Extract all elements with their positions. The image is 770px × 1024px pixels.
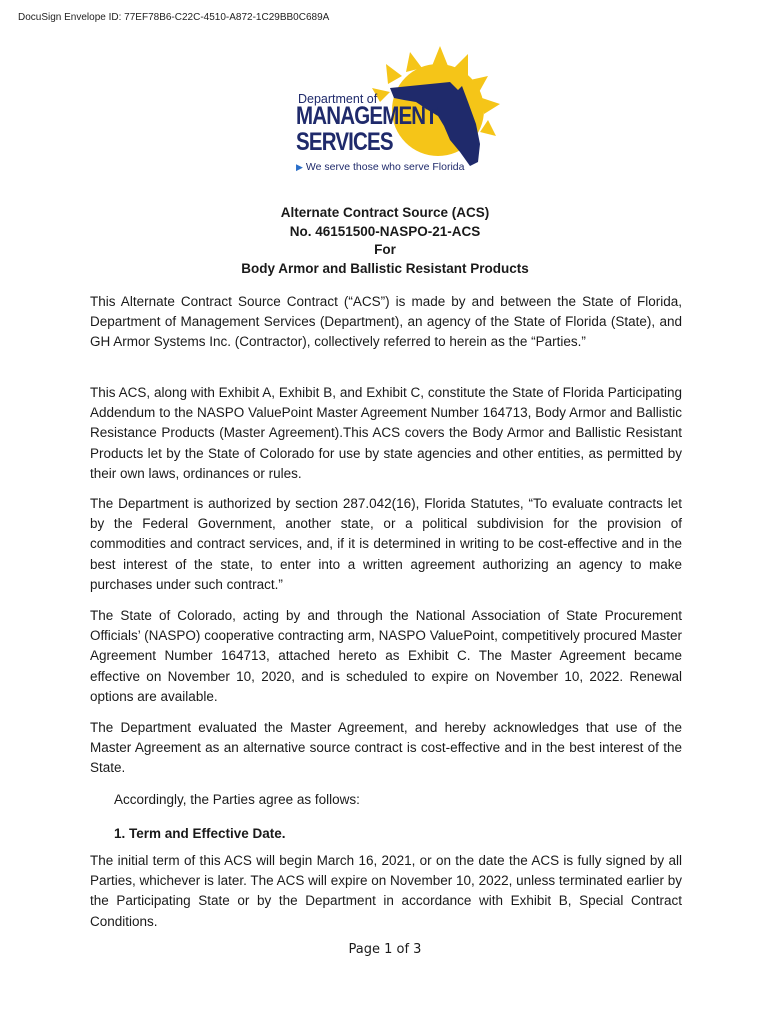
- paragraph-agreement-intro: Accordingly, the Parties agree as follows:: [114, 792, 360, 807]
- paragraph-scope: This ACS, along with Exhibit A, Exhibit B, and Exhibit C, constitute the State of Florida Participating Addendum to the NASPO ValuePoint Master Agreement Number 164713, Body Armor and Ballistic Resistance Products (Master Agreement).This ACS covers the Body Armor and Ballistic Resistant Products let by the State of Colorado for use by state agencies and other entities, as permitted by their own laws, ordinances or rules.: [90, 385, 682, 481]
- logo-line-department: Department of: [298, 92, 378, 106]
- logo-tagline: [296, 161, 464, 173]
- dms-logo: [290, 44, 510, 178]
- paragraph-parties: This Alternate Contract Source Contract (“ACS”) is made by and between the State of Florida, Department of Management Services (Department), an agency of the State of Florida (State), and GH Armor Systems Inc. (Contractor), collectively referred to herein as the “Parties.”: [90, 294, 682, 350]
- logo-line-services: SERVICES: [296, 128, 393, 156]
- section-heading-term: 1. Term and Effective Date.: [114, 826, 286, 841]
- title-line-3: For: [374, 242, 396, 257]
- logo-line-management: MANAGEMENT: [296, 102, 437, 130]
- play-triangle-icon: ▶: [296, 162, 303, 172]
- docusign-envelope-id: DocuSign Envelope ID: 77EF78B6-C22C-4510-A872-1C29BB0C689A: [18, 12, 330, 23]
- paragraph-authority: The Department is authorized by section 287.042(16), Florida Statutes, “To evaluate contracts let by the Federal Government, another state, or a political subdivision for the provision of commodities and contract services, and, if it is determined in writing to be cost-effective and in the best interest of the state, to enter into a written agreement authorizing an agency to make purchases under such contract.”: [90, 496, 682, 592]
- document-title: [0, 204, 770, 278]
- title-line-1: Alternate Contract Source (ACS): [280, 205, 490, 220]
- logo-tagline-text: We serve those who serve Florida: [305, 161, 465, 173]
- paragraph-master-agreement: The State of Colorado, acting by and through the National Association of State Procurement Officials’ (NASPO) cooperative contracting arm, NASPO ValuePoint, competitively procured Master Agreement Number 164713, attached hereto as Exhibit C. The Master Agreement became effective on November 10, 2020, and is scheduled to expire on November 10, 2022. Renewal options are available.: [90, 608, 682, 704]
- title-line-2: No. 46151500-NASPO-21-ACS: [289, 223, 481, 239]
- paragraph-term: The initial term of this ACS will begin March 16, 2021, or on the date the ACS is fully signed by all Parties, whichever is later. The ACS will expire on November 10, 2022, unless terminated earlier by the Participating State or by the Department in accordance with Exhibit B, Special Contract Conditions.: [90, 853, 682, 929]
- title-line-4: Body Armor and Ballistic Resistant Products: [241, 260, 529, 276]
- paragraph-evaluation: The Department evaluated the Master Agreement, and hereby acknowledges that use of the Master Agreement as an alternative source contract is cost-effective and in the best interest of the State.: [90, 720, 682, 776]
- page-number: Page 1 of 3: [348, 942, 422, 957]
